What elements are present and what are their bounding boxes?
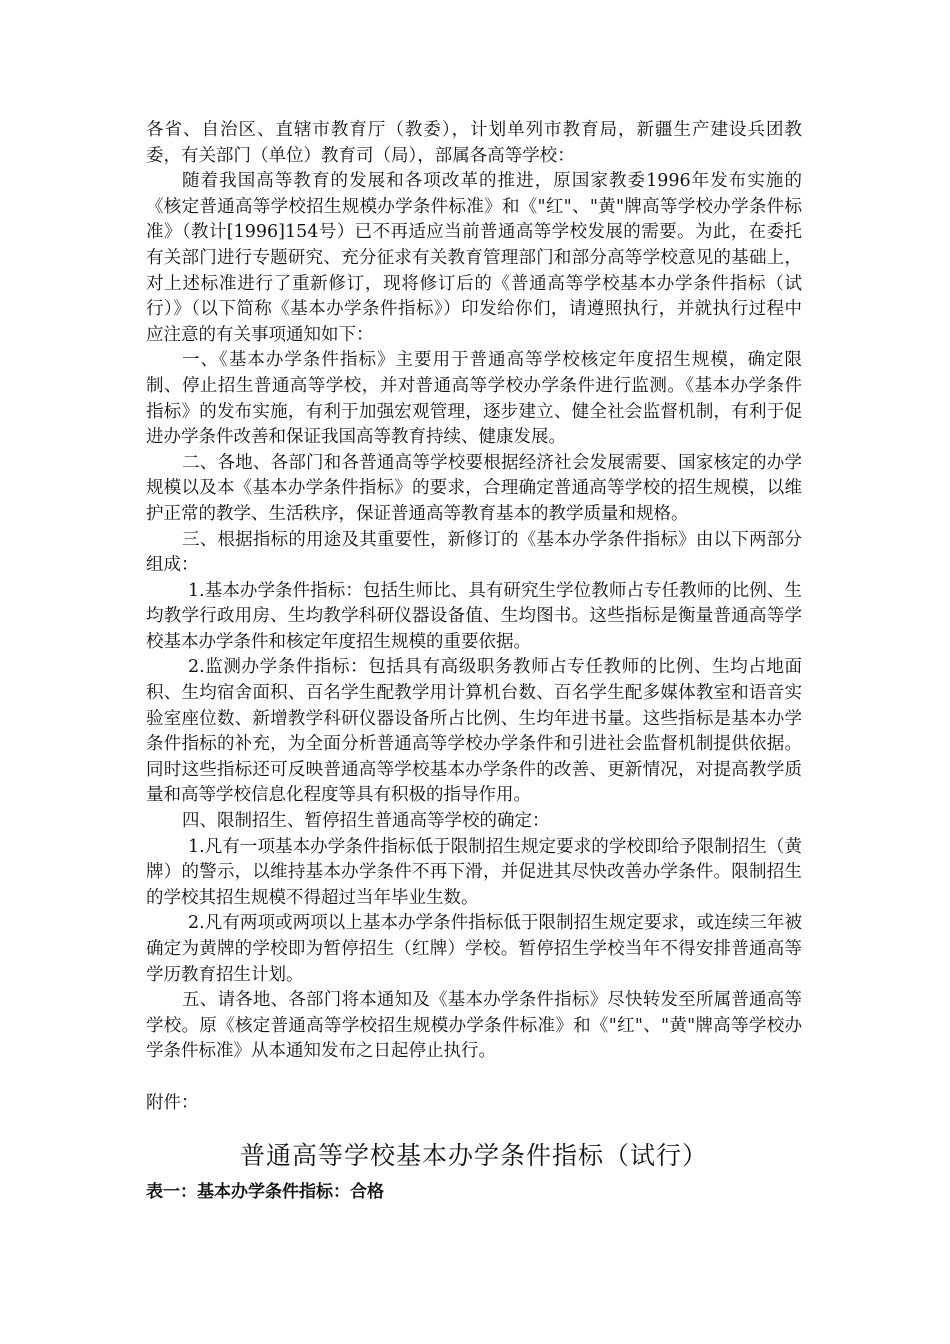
section-2-paragraph: 二、各地、各部门和各普通高等学校要根据经济社会发展需要、国家核定的办学规模以及本《基本办学条件指标》的要求，合理确定普通高等学校的招生规模，以维护正常的教学、生活秩序，保证普通高等教育基本的教学质量和规格。 [146,452,802,524]
section-4-item-2: 2.凡有两项或两项以上基本办学条件指标低于限制招生规定要求，或连续三年被确定为黄牌的学校即为暂停招生（红牌）学校。暂停招生学校当年不得安排普通高等学历教育招生计划。 [146,913,802,985]
section-4-item-1: 1.凡有一项基本办学条件指标低于限制招生规定要求的学校即给予限制招生（黄牌）的警示，以维持基本办学条件不再下滑，并促进其尽快改善办学条件。限制招生的学校其招生规模不得超过当年毕业生数。 [146,836,802,908]
spacer [146,1065,802,1091]
table-title: 表一：基本办学条件指标：合格 [146,1181,384,1202]
section-3-item-2: 2.监测办学条件指标：包括具有高级职务教师占专任教师的比例、生均占地面积、生均宿舍面积、百名学生配教学用计算机台数、百名学生配多媒体教室和语音实验室座位数、新增教学科研仪器设备所占比例、生均年进书量。这些指标是基本办学条件指标的补充，为全面分析普通高等学校办学条件和引进社会监督机制提供依据。同时这些指标还可反映普通高等学校基本办学条件的改善、更新情况，对提高教学质量和高等学校信息化程度等具有积极的指导作用。 [146,657,802,806]
section-5-paragraph: 五、请各地、各部门将本通知及《基本办学条件指标》尽快转发至所属普通高等学校。原《核定普通高等学校招生规模办学条件标准》和《"红"、"黄"牌高等学校办学条件标准》从本通知发布之日起停止执行。 [146,990,802,1062]
attachment-label: 附件： [146,1092,199,1113]
section-3-item-1: 1.基本办学条件指标：包括生师比、具有研究生学位教师占专任教师的比例、生均教学行政用房、生均教学科研仪器设备值、生均图书。这些指标是衡量普通高等学校基本办学条件和核定年度招生规模的重要依据。 [146,580,802,652]
section-3-paragraph: 三、根据指标的用途及其重要性，新修订的《基本办学条件指标》由以下两部分组成： [146,529,802,576]
salutation: 各省、自治区、直辖市教育厅（教委），计划单列市教育局，新疆生产建设兵团教委，有关部门（单位）教育司（局），部属各高等学校： [146,120,802,166]
section-4-paragraph: 四、限制招生、暂停招生普通高等学校的确定： [182,811,550,832]
document-title: 普通高等学校基本办学条件指标（试行） [239,1140,708,1170]
section-1-paragraph: 一、《基本办学条件指标》主要用于普通高等学校核定年度招生规模，确定限制、停止招生普通高等学校，并对普通高等学校办学条件进行监测。《基本办学条件指标》的发布实施，有利于加强宏观管理，逐步建立、健全社会监督机制，有利于促进办学条件改善和保证我国高等教育持续、健康发展。 [146,350,802,448]
intro-paragraph: 随着我国高等教育的发展和各项改革的推进，原国家教委1996年发布实施的《核定普通高等学校招生规模办学条件标准》和《"红"、"黄"牌高等学校办学条件标准》（教计[1996]154号）已不再适应当前普通高等学校发展的需要。为此，在委托有关部门进行专题研究、充分征求有关教育管理部门和部分高等学校意见的基础上，对上述标准进行了重新修订，现将修订后的《普通高等学校基本办学条件指标（试行）》（以下简称《基本办学条件指标》）印发给你们，请遵照执行，并就执行过程中应注意的有关事项通知如下： [146,171,802,345]
document-body [146,118,802,1205]
